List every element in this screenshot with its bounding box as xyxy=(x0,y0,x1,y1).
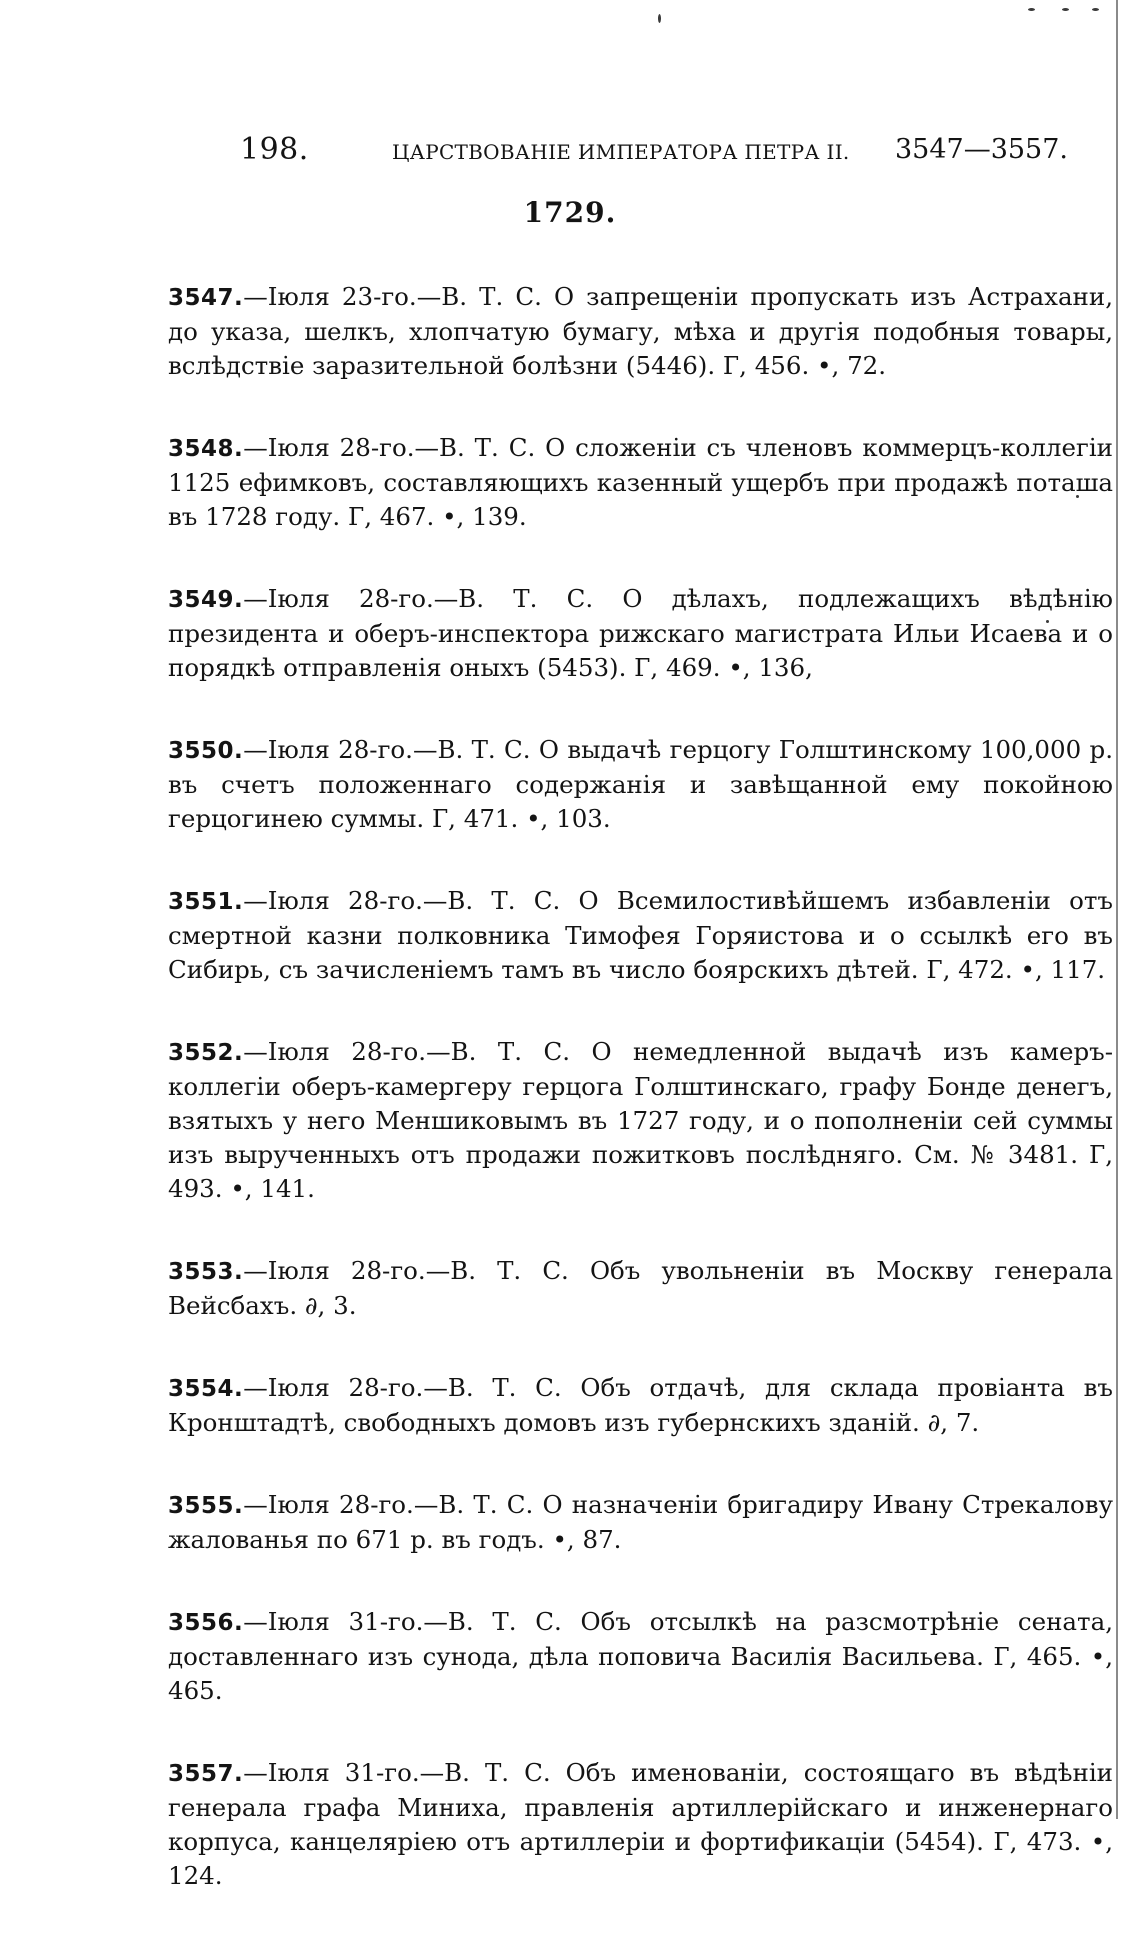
entries-list xyxy=(168,255,1113,1941)
entry-text: —Іюля 28-го.—В. Т. С. Объ увольненіи въ Москву генерала Вейсбахъ. ∂, 3. xyxy=(168,1255,1113,1320)
page-header xyxy=(240,132,1068,172)
entry-number: 3551. xyxy=(168,888,244,915)
ink-speck xyxy=(1062,8,1069,11)
entry-text: —Іюля 28-го.—В. Т. С. Объ отдачѣ, для склада провіанта въ Кронштадтѣ, свободныхъ домовъ изъ губернскихъ зданій. ∂, 7. xyxy=(168,1372,1113,1437)
entry-3547 xyxy=(168,280,1113,383)
entry-number: 3555. xyxy=(168,1492,244,1519)
entry-text: —Іюля 28-го.—В. Т. С. О Всемилостивѣйшемъ избавленіи отъ смертной казни полковника Тимофея Горяистова и о ссылкѣ его въ Сибирь, съ зачисленіемъ тамъ въ число боярскихъ дѣтей. Г, 472. •, 117. xyxy=(168,885,1113,984)
entry-range: 3547—3557. xyxy=(894,134,1068,165)
entry-text: —Іюля 31-го.—В. Т. С. Объ именованіи, состоящаго въ вѣдѣніи генерала графа Миниха, правленія артиллерійскаго и инженернаго корпуса, канцеляріею отъ артиллеріи и фортификаціи (5454). Г, 473. •, 124. xyxy=(168,1757,1113,1890)
entry-text: —Іюля 23-го.—В. Т. С. О запрещеніи пропускать изъ Астрахани, до указа, шелкъ, хлопчатую бумагу, мѣха и другія подобныя товары, вслѣдствіе заразительной болѣзни (5446). Г, 456. •, 72. xyxy=(168,281,1113,380)
entry-3556 xyxy=(168,1605,1113,1708)
entry-text: —Іюля 28-го.—В. Т. С. О немедленной выдачѣ изъ камеръ-коллегіи оберъ-камергеру герцога Голштинскаго, графу Бонде денегъ, взятыхъ у него Меншиковымъ въ 1727 году, и о пополненіи сей суммы изъ вырученныхъ отъ продажи пожитковъ послѣдняго. См. № 3481. Г, 493. •, 141. xyxy=(168,1036,1113,1203)
entry-number: 3553. xyxy=(168,1258,244,1285)
page-number: 198. xyxy=(240,132,309,167)
entry-number: 3547. xyxy=(168,284,244,311)
page-edge xyxy=(1116,0,1118,1819)
entry-number: 3550. xyxy=(168,737,244,764)
year-heading: 1729. xyxy=(523,196,617,229)
entry-text: —Іюля 31-го.—В. Т. С. Объ отсылкѣ на разсмотрѣніе сената, доставленнаго изъ сунода, дѣла поповича Василія Васильева. Г, 465. •, 465. xyxy=(168,1606,1113,1705)
entry-text: —Іюля 28-го.—В. Т. С. О назначеніи бригадиру Ивану Стрекалову жалованья по 671 р. въ годъ. •, 87. xyxy=(168,1489,1113,1554)
entry-number: 3554. xyxy=(168,1375,244,1402)
entry-3553 xyxy=(168,1254,1113,1323)
running-title: ЦАРСТВОВАНІЕ ИМПЕРАТОРА ПЕТРА II. xyxy=(392,140,850,164)
entry-3552 xyxy=(168,1035,1113,1206)
entry-number: 3556. xyxy=(168,1609,244,1636)
ink-speck xyxy=(1092,8,1099,11)
entry-3554 xyxy=(168,1371,1113,1440)
entry-number: 3552. xyxy=(168,1039,244,1066)
entry-number: 3549. xyxy=(168,586,244,613)
entry-number: 3557. xyxy=(168,1760,244,1787)
entry-text: —Іюля 28-го.—В. Т. С. О дѣлахъ, подлежащихъ вѣдѣнію президента и оберъ-инспектора рижскаго магистрата Ильи Исаева и о порядкѣ отправленія оныхъ (5453). Г, 469. •, 136, xyxy=(168,583,1113,682)
entry-3555 xyxy=(168,1488,1113,1557)
entry-text: —Іюля 28-го.—В. Т. С. О сложеніи съ членовъ коммерцъ-коллегіи 1125 ефимковъ, составляющихъ казенный ущербъ при продажѣ поташа въ 1728 году. Г, 467. •, 139. xyxy=(168,432,1113,531)
ink-speck xyxy=(658,14,661,23)
entry-3551 xyxy=(168,884,1113,987)
entry-text: —Іюля 28-го.—В. Т. С. О выдачѣ герцогу Голштинскому 100,000 р. въ счетъ положеннаго содержанія и завѣщанной ему покойною герцогинею суммы. Г, 471. •, 103. xyxy=(168,734,1113,833)
ink-speck xyxy=(1028,8,1035,11)
entry-3549 xyxy=(168,582,1113,685)
entry-3557 xyxy=(168,1756,1113,1893)
entry-3548 xyxy=(168,431,1113,534)
entry-3550 xyxy=(168,733,1113,836)
entry-number: 3548. xyxy=(168,435,244,462)
